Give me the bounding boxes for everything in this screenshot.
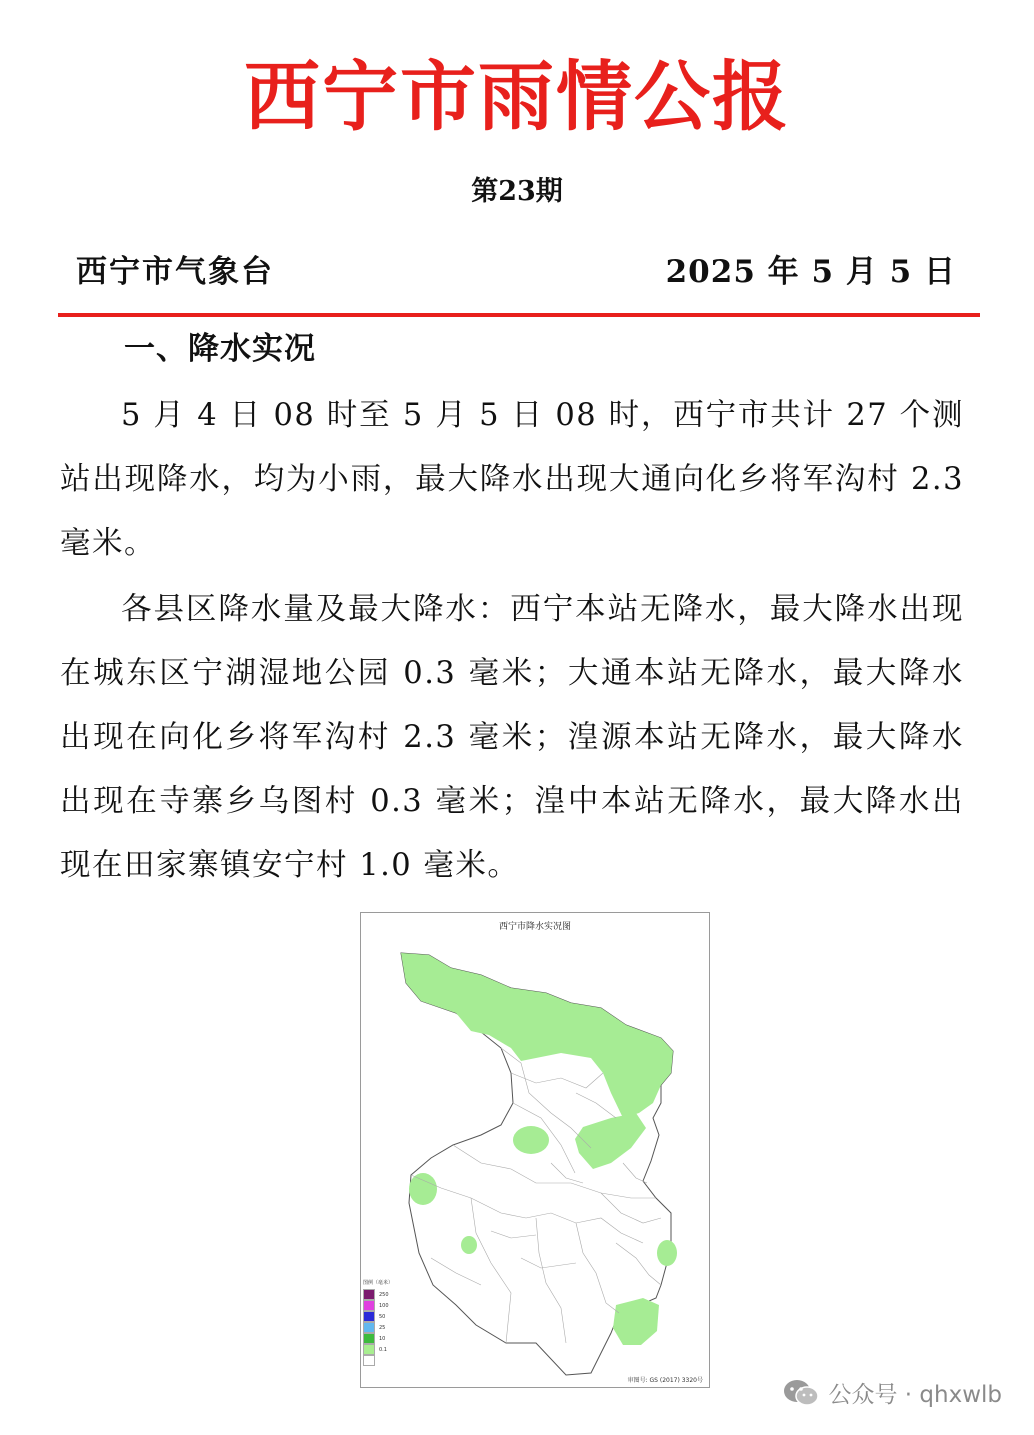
issue-date: 2025 年 5 月 5 日: [665, 254, 956, 290]
rain-area-south-central: [461, 1236, 477, 1254]
legend-swatch: [363, 1355, 375, 1366]
watermark: [782, 1376, 1002, 1409]
section-heading: 一、降水实况: [124, 331, 316, 367]
rain-area-west: [513, 1126, 549, 1154]
rain-area-southwest: [409, 1173, 437, 1205]
wechat-icon: [782, 1378, 820, 1408]
legend-label: 10: [379, 1335, 386, 1342]
legend-row: [363, 1300, 393, 1311]
issuing-organization: 西宁市气象台: [76, 254, 274, 290]
legend-label: 250: [379, 1291, 389, 1298]
legend-swatch: [363, 1333, 375, 1344]
paragraph-county-details: 各县区降水量及最大降水：西宁本站无降水，最大降水出现在城东区宁湖湿地公园 0.3 毫米；大通本站无降水，最大降水出现在向化乡将军沟村 2.3 毫米；湟源本站无降水，最大降水出现在寺寨乡乌图村 0.3 毫米；湟中本站无降水，最大降水出现在田家寨镇安宁村 1.0 毫米。: [60, 592, 964, 883]
rain-area-southeast: [613, 1298, 659, 1345]
precipitation-map: [360, 912, 710, 1388]
legend-label: 25: [379, 1324, 386, 1331]
paragraph-summary: 5 月 4 日 08 时至 5 月 5 日 08 时，西宁市共计 27 个测站出现降水，均为小雨，最大降水出现大通向化乡将军沟村 2.3 毫米。: [60, 398, 964, 561]
legend-row: [363, 1322, 393, 1333]
legend-swatch: [363, 1289, 375, 1300]
legend-label: 50: [379, 1313, 386, 1320]
legend-row: [363, 1333, 393, 1344]
legend-swatch: [363, 1311, 375, 1322]
rain-area-east: [657, 1240, 677, 1266]
header-divider: [58, 313, 980, 317]
legend-label: 100: [379, 1302, 389, 1309]
issue-number: 第23期: [471, 176, 563, 207]
bulletin-title: 西宁市雨情公报: [244, 52, 790, 141]
map-title: 西宁市降水实况图: [498, 922, 571, 932]
legend-swatch: [363, 1344, 375, 1355]
legend-row: [363, 1311, 393, 1322]
legend-swatch: [363, 1322, 375, 1333]
map-drawing: [361, 913, 711, 1389]
legend-row: [363, 1355, 393, 1366]
legend-label: 0.1: [379, 1346, 387, 1353]
watermark-text: 公众号 · qhxwlb: [828, 1382, 1002, 1408]
legend-row: [363, 1344, 393, 1355]
legend-swatch: [363, 1300, 375, 1311]
map-legend: [363, 1279, 393, 1366]
legend-title: 图例（毫米）: [363, 1280, 394, 1286]
legend-row: [363, 1289, 393, 1300]
map-approval-number: 审图号: GS (2017) 3320号: [627, 1377, 703, 1384]
